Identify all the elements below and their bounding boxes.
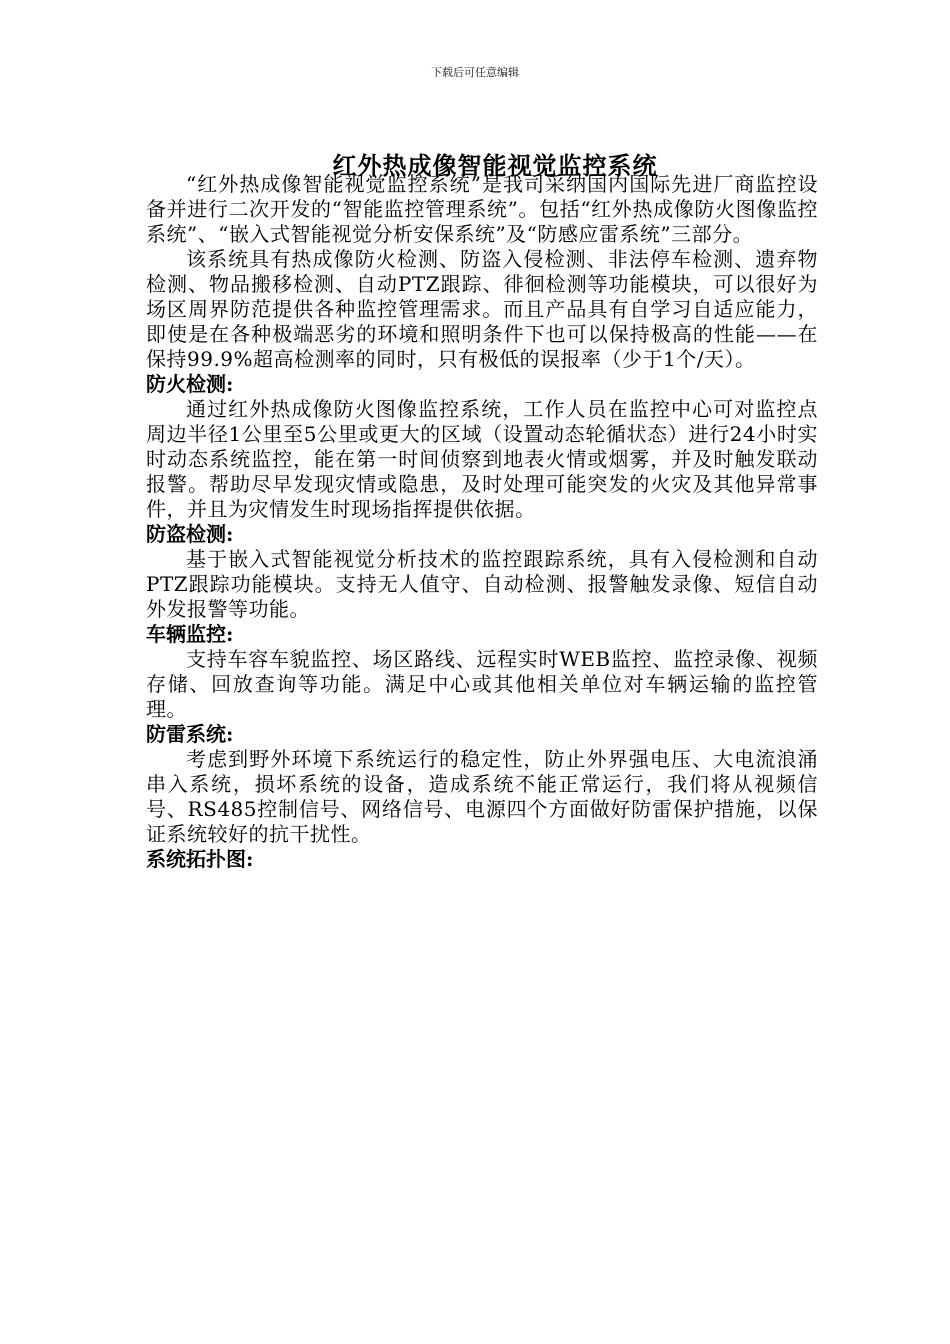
section-heading: 防盗检测: <box>146 522 234 546</box>
section-fire-detection <box>146 372 818 522</box>
header-note: 下载后可任意编辑 <box>431 66 519 79</box>
topology-heading: 系统拓扑图: <box>146 847 254 871</box>
section-heading: 车辆监控: <box>146 622 234 646</box>
section-heading: 防火检测: <box>146 372 234 396</box>
section-lightning-protection <box>146 722 818 847</box>
document-title: 红外热成像智能视觉监控系统 <box>332 151 658 181</box>
section-paragraph: 考虑到野外环境下系统运行的稳定性，防止外界强电压、大电流浪涌串入系统，损坏系统的设备，造成系统不能正常运行，我们将从视频信号、RS485控制信号、网络信号、电源四个方面做好防雷保护措施，以保证系统较好的抗干扰性。 <box>146 747 818 846</box>
intro-paragraph: 该系统具有热成像防火检测、防盗入侵检测、非法停车检测、遗弃物检测、物品搬移检测、自动PTZ跟踪、徘徊检测等功能模块，可以很好为场区周界防范提供各种监控管理需求。而且产品具有自学习自适应能力，即使是在各种极端恶劣的环境和照明条件下也可以保持极高的性能——在保持99.9%超高检测率的同时，只有极低的误报率（少于1个/天）。 <box>146 247 818 371</box>
section-heading: 防雷系统: <box>146 722 234 746</box>
section-paragraph: 支持车容车貌监控、场区路线、远程实时WEB监控、监控录像、视频存储、回放查询等功能。满足中心或其他相关单位对车辆运输的监控管理。 <box>146 647 818 721</box>
section-paragraph: 通过红外热成像防火图像监控系统，工作人员在监控中心可对监控点周边半径1公里至5公里或更大的区域（设置动态轮循状态）进行24小时实时动态系统监控，能在第一时间侦察到地表火情或烟雾，并及时触发联动报警。帮助尽早发现灾情或隐患，及时处理可能突发的火灾及其他异常事件，并且为灾情发生时现场指挥提供依据。 <box>146 397 818 521</box>
intro-paragraph: “红外热成像智能视觉监控系统”是我司采纳国内国际先进厂商监控设备并进行二次开发的“智能监控管理系统”。包括“红外热成像防火图像监控系统”、“嵌入式智能视觉分析安保系统”及“防感应雷系统”三部分。 <box>146 172 818 246</box>
section-theft-detection <box>146 522 818 622</box>
section-paragraph: 基于嵌入式智能视觉分析技术的监控跟踪系统，具有入侵检测和自动PTZ跟踪功能模块。支持无人值守、自动检测、报警触发录像、短信自动外发报警等功能。 <box>146 547 818 621</box>
section-vehicle-monitoring <box>146 622 818 722</box>
document-body <box>146 172 818 872</box>
